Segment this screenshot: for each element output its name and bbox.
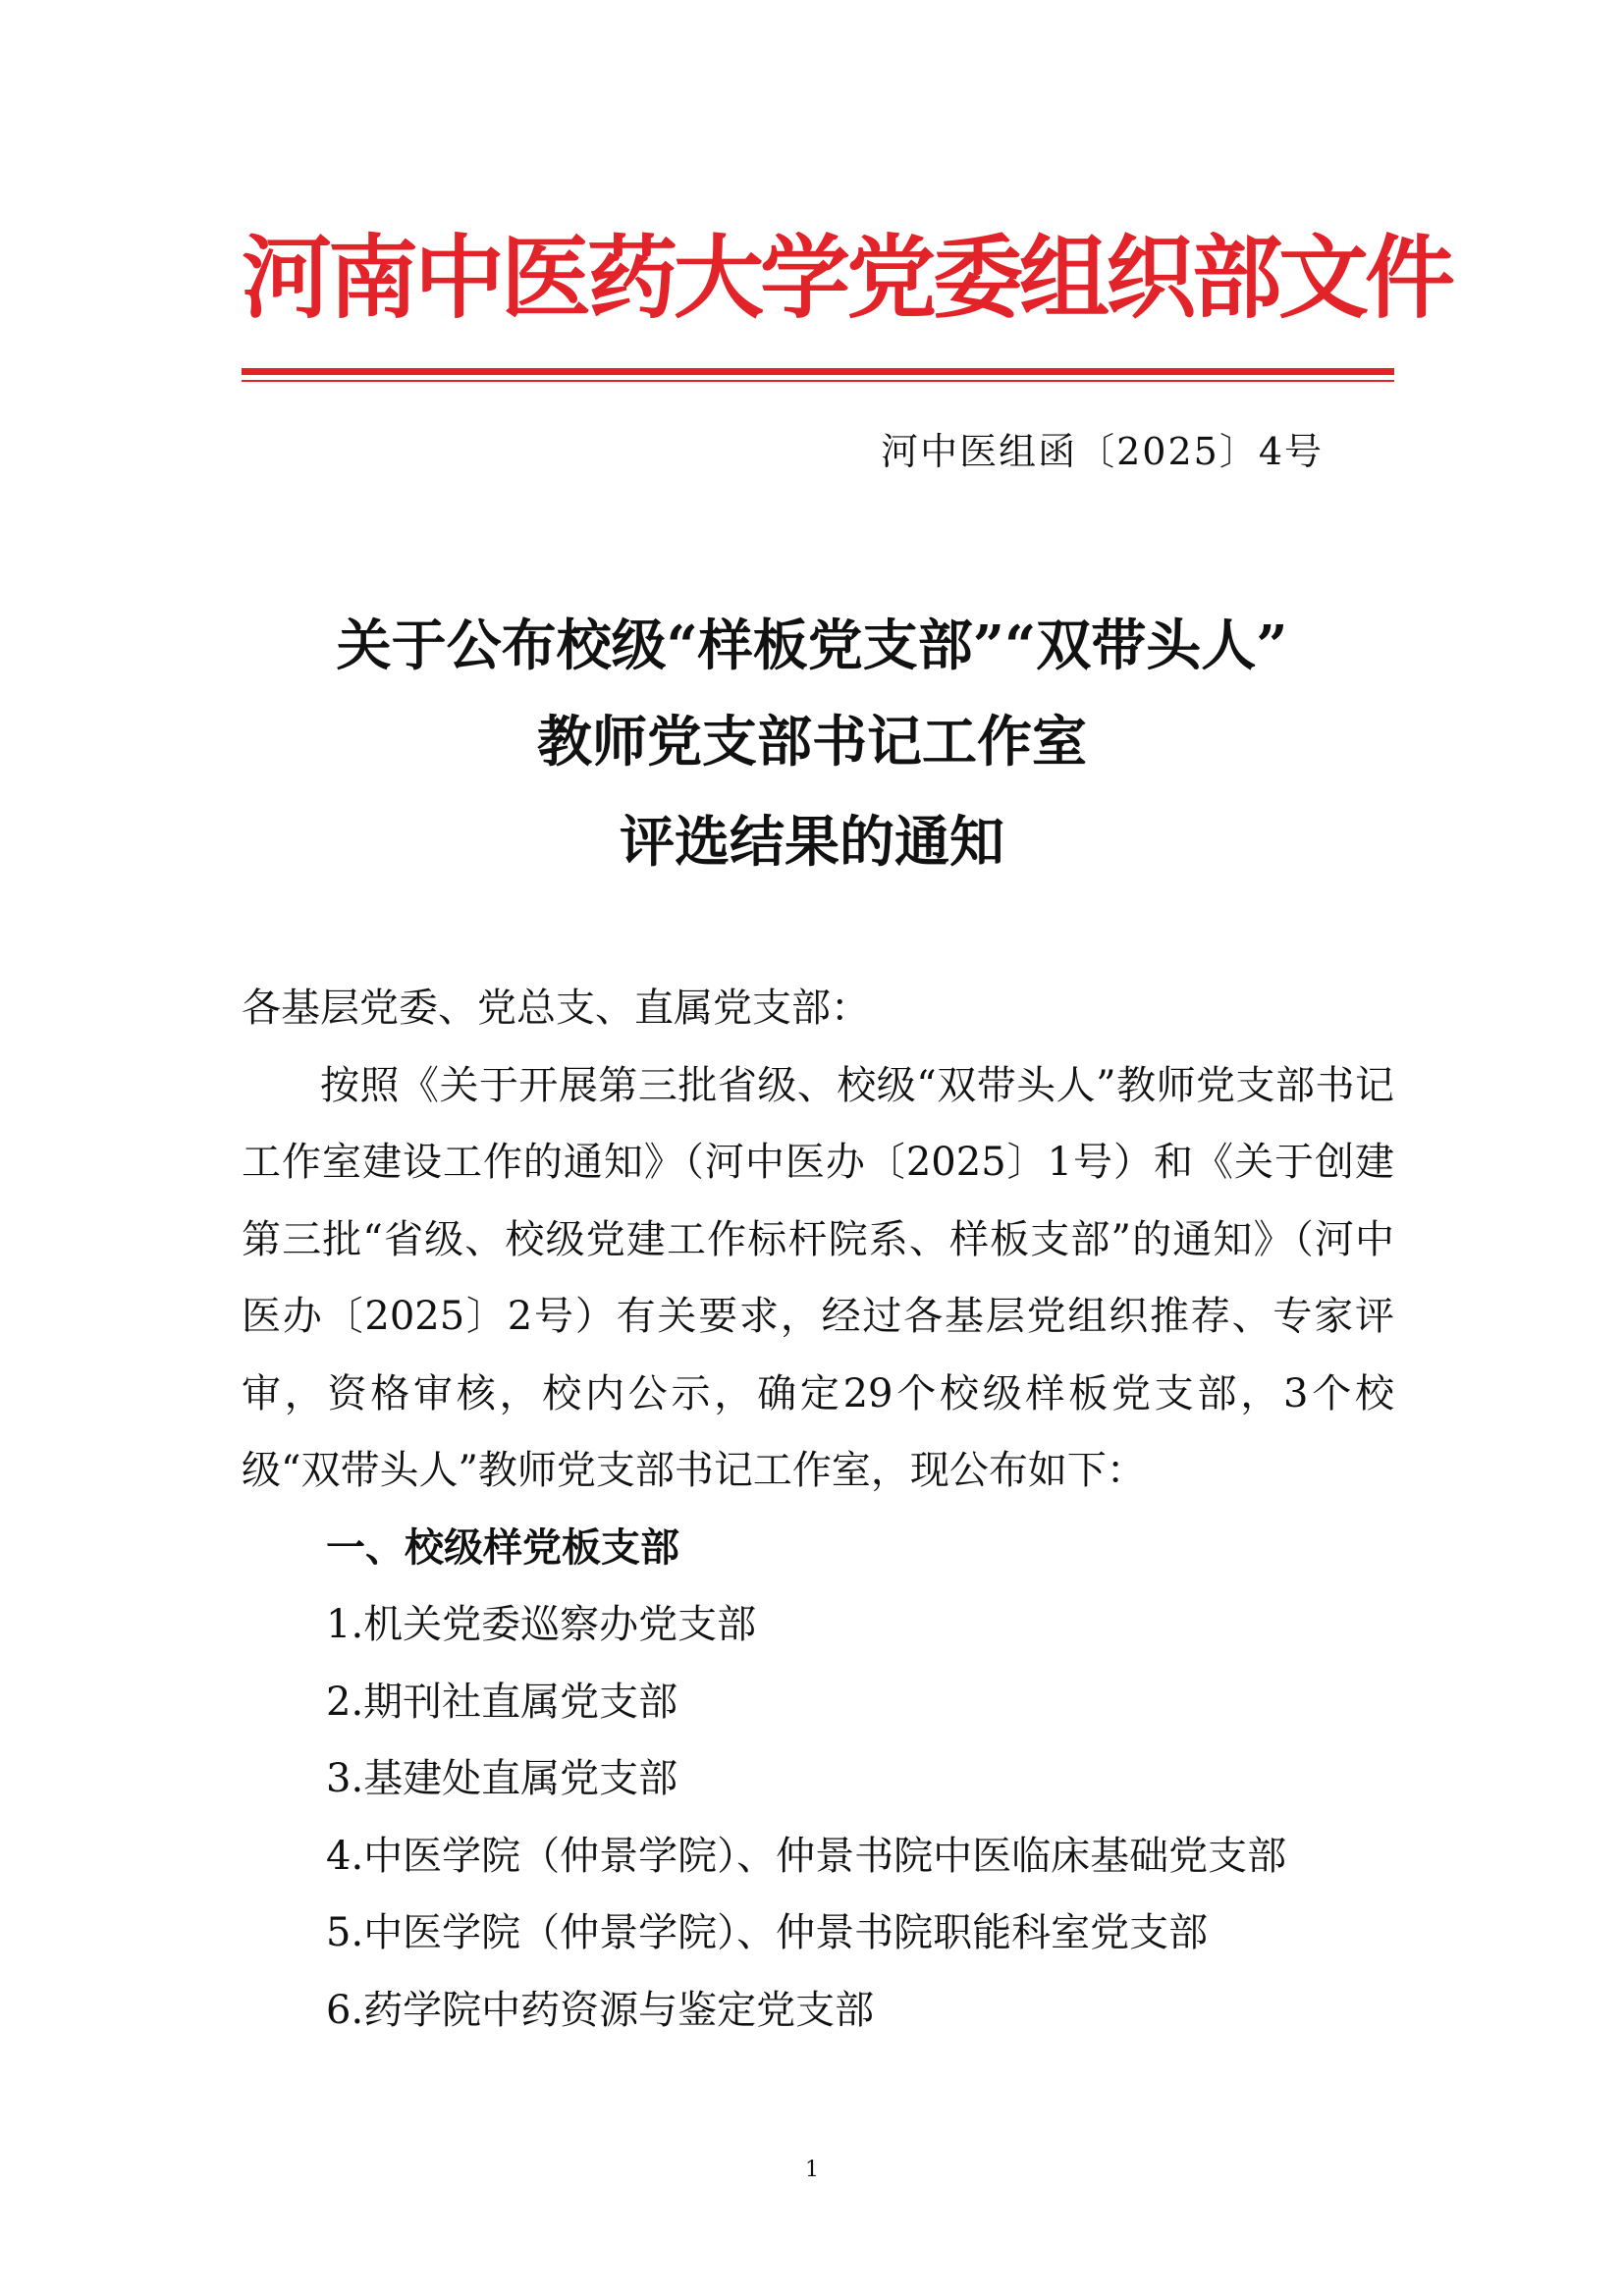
document-number: 河中医组函〔2025〕4号 [881,430,1324,473]
list-item: 3.基建处直属党支部 [326,1756,678,1801]
list-item: 6.药学院中药资源与鉴定党支部 [326,1987,875,2033]
notice-title-line-1: 关于公布校级“样板党支部”“双带头人” [336,614,1288,678]
list-item: 2.期刊社直属党支部 [326,1679,678,1725]
salutation: 各基层党委、党总支、直属党支部： [242,986,870,1031]
red-separator-thin [242,380,1394,382]
page-number: 1 [805,2158,819,2182]
notice-title-line-2: 教师党支部书记工作室 [537,710,1087,774]
list-item: 4.中医学院（仲景学院）、仲景书院中医临床基础党支部 [326,1833,1287,1879]
red-separator-thick [242,368,1394,375]
notice-body [242,970,1394,2049]
body-paragraph: 按照《关于开展第三批省级、校级“双带头人”教师党支部书记工作室建设工作的通知》（河中医办〔2025〕1号）和《关于创建第三批“省级、校级党建工作标杆院系、样板支部”的通知》（河中医办〔2025〕2号）有关要求，经过各基层党组织推荐、专家评审，资格审核，校内公示，确定29个校级样板党支部，3个校级“双带头人”教师党支部书记工作室，现公布如下： [242,1062,1394,1493]
issuing-org-masthead: 河南中医药大学党委组织部文件 [242,225,1452,331]
section-heading: 一、校级样党板支部 [326,1524,679,1571]
list-item: 5.中医学院（仲景学院）、仲景书院职能科室党支部 [326,1910,1209,1955]
list-item: 1.机关党委巡察办党支部 [326,1602,757,1647]
notice-title-line-3: 评选结果的通知 [620,810,1004,875]
